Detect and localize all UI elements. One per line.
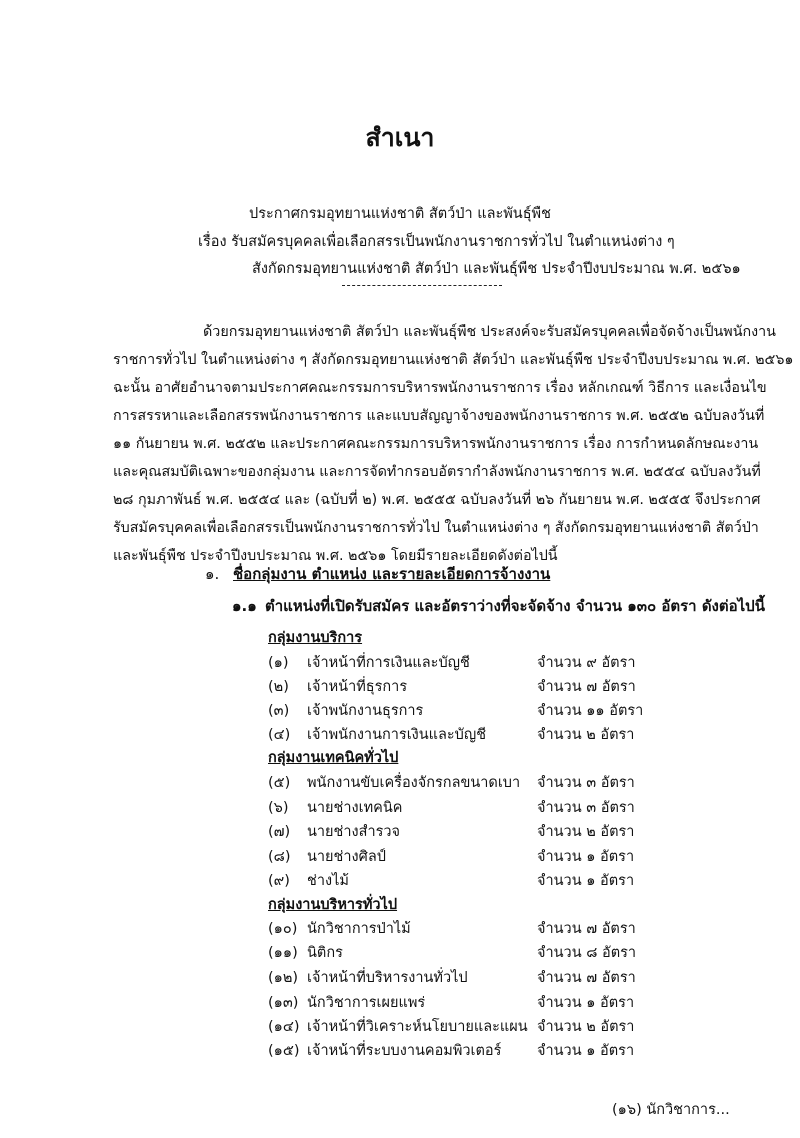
paragraph-line: รับสมัครบุคคลเพื่อเลือกสรรเป็นพนักงานราชการทั่วไป ในตำแหน่งต่าง ๆ สังกัดกรมอุทยานแห่งชาติ สัตว์ป่า bbox=[113, 520, 759, 536]
position-count: จำนวน ๙ อัตรา bbox=[537, 655, 636, 671]
position-name: เจ้าหน้าที่ธุรการ bbox=[307, 679, 408, 695]
position-name: นิติกร bbox=[307, 945, 343, 961]
paragraph-line: ๑๑ กันยายน พ.ศ. ๒๕๕๒ และประกาศคณะกรรมการบริหารพนักงานราชการ เรื่อง การกำหนดลักษณะงาน bbox=[113, 436, 759, 452]
position-count: จำนวน ๒ อัตรา bbox=[537, 824, 635, 840]
continuation-note: (๑๖) นักวิชาการ... bbox=[612, 1102, 730, 1118]
position-number: (๓) bbox=[268, 703, 290, 719]
position-number: (๑๑) bbox=[268, 945, 298, 961]
position-number: (๑๓) bbox=[268, 995, 299, 1011]
position-count: จำนวน ๑๑ อัตรา bbox=[537, 703, 644, 719]
subsection-number: ๑.๑ bbox=[232, 597, 257, 615]
paragraph-line: ฉะนั้น อาศัยอำนาจตามประกาศคณะกรรมการบริหารพนักงานราชการ เรื่อง หลักเกณฑ์ วิธีการ และเงื่อนไข bbox=[113, 380, 767, 396]
position-name: นายช่างเทคนิค bbox=[307, 800, 403, 816]
position-count: จำนวน ๑ อัตรา bbox=[537, 1043, 635, 1059]
position-count: จำนวน ๒ อัตรา bbox=[537, 727, 635, 743]
position-name: ช่างไม้ bbox=[307, 873, 349, 889]
position-number: (๕) bbox=[268, 775, 291, 791]
group-heading: กลุ่มงานเทคนิคทั่วไป bbox=[268, 750, 399, 766]
section-title: ชื่อกลุ่มงาน ตำแหน่ง และรายละเอียดการจ้างงาน bbox=[233, 565, 551, 583]
position-number: (๙) bbox=[268, 873, 290, 889]
position-name: เจ้าหน้าที่การเงินและบัญชี bbox=[307, 655, 470, 671]
position-name: เจ้าหน้าที่บริหารงานทั่วไป bbox=[307, 970, 468, 986]
position-number: (๑๔) bbox=[268, 1019, 300, 1035]
section-number: ๑. bbox=[205, 565, 220, 583]
announcement-subject: เรื่อง รับสมัครบุคคลเพื่อเลือกสรรเป็นพนักงานราชการทั่วไป ในตำแหน่งต่าง ๆ bbox=[198, 234, 675, 250]
position-number: (๔) bbox=[268, 727, 291, 743]
position-name: นายช่างสำรวจ bbox=[307, 824, 401, 840]
header-divider bbox=[342, 285, 502, 286]
paragraph-line: และพันธุ์พืช ประจำปีงบประมาณ พ.ศ. ๒๕๖๑ โดยมีรายละเอียดดังต่อไปนี้ bbox=[113, 548, 558, 564]
paragraph-line: และคุณสมบัติเฉพาะของกลุ่มงาน และการจัดทำกรอบอัตรากำลังพนักงานราชการ พ.ศ. ๒๕๕๔ ฉบับลงวันที่ bbox=[113, 464, 761, 480]
position-count: จำนวน ๗ อัตรา bbox=[537, 679, 636, 695]
paragraph-line: ด้วยกรมอุทยานแห่งชาติ สัตว์ป่า และพันธุ์พืช ประสงค์จะรับสมัครบุคคลเพื่อจัดจ้างเป็นพนักงาน bbox=[203, 324, 776, 340]
position-count: จำนวน ๑ อัตรา bbox=[537, 995, 635, 1011]
position-name: เจ้าหน้าที่วิเคราะห์นโยบายและแผน bbox=[307, 1019, 528, 1035]
position-count: จำนวน ๑ อัตรา bbox=[537, 849, 635, 865]
position-name: พนักงานขับเครื่องจักรกลขนาดเบา bbox=[307, 775, 521, 791]
position-count: จำนวน ๒ อัตรา bbox=[537, 1019, 635, 1035]
position-number: (๘) bbox=[268, 849, 291, 865]
position-name: นักวิชาการเผยแพร่ bbox=[307, 995, 426, 1011]
position-count: จำนวน ๗ อัตรา bbox=[537, 970, 636, 986]
position-name: เจ้าพนักงานธุรการ bbox=[307, 703, 424, 719]
position-name: เจ้าหน้าที่ระบบงานคอมพิวเตอร์ bbox=[307, 1043, 502, 1059]
copy-label: สำเนา bbox=[365, 123, 435, 152]
position-count: จำนวน ๑ อัตรา bbox=[537, 873, 635, 889]
position-count: จำนวน ๓ อัตรา bbox=[537, 800, 635, 816]
position-count: จำนวน ๗ อัตรา bbox=[537, 921, 636, 937]
paragraph-line: ราชการทั่วไป ในตำแหน่งต่าง ๆ สังกัดกรมอุทยานแห่งชาติ สัตว์ป่า และพันธุ์พืช ประจำปีงบประมาณ พ.ศ. ๒๕๖๑ bbox=[113, 352, 794, 368]
position-name: นายช่างศิลป์ bbox=[307, 849, 386, 865]
position-number: (๗) bbox=[268, 824, 291, 840]
position-count: จำนวน ๘ อัตรา bbox=[537, 945, 637, 961]
position-number: (๑๕) bbox=[268, 1043, 300, 1059]
paragraph-line: การสรรหาและเลือกสรรพนักงานราชการ และแบบสัญญาจ้างของพนักงานราชการ พ.ศ. ๒๕๕๒ ฉบับลงวันที่ bbox=[113, 408, 765, 424]
position-number: (๑๐) bbox=[268, 921, 298, 937]
group-heading: กลุ่มงานบริหารทั่วไป bbox=[268, 897, 398, 913]
position-count: จำนวน ๓ อัตรา bbox=[537, 775, 635, 791]
position-name: เจ้าพนักงานการเงินและบัญชี bbox=[307, 727, 487, 743]
subsection-title: ตำแหน่งที่เปิดรับสมัคร และอัตราว่างที่จะจัดจ้าง จำนวน ๑๓๐ อัตรา ดังต่อไปนี้ bbox=[265, 597, 765, 615]
announcement-affiliation: สังกัดกรมอุทยานแห่งชาติ สัตว์ป่า และพันธุ์พืช ประจำปีงบประมาณ พ.ศ. ๒๕๖๑ bbox=[252, 261, 741, 277]
position-name: นักวิชาการป่าไม้ bbox=[307, 921, 411, 937]
paragraph-line: ๒๘ กุมภาพันธ์ พ.ศ. ๒๕๕๔ และ (ฉบับที่ ๒) พ.ศ. ๒๕๕๕ ฉบับลงวันที่ ๒๖ กันยายน พ.ศ. ๒๕๕๕ จึงประกาศ bbox=[113, 492, 761, 508]
position-number: (๖) bbox=[268, 800, 289, 816]
group-heading: กลุ่มงานบริการ bbox=[268, 630, 363, 646]
position-number: (๒) bbox=[268, 679, 289, 695]
announcement-title: ประกาศกรมอุทยานแห่งชาติ สัตว์ป่า และพันธุ์พืช bbox=[249, 206, 551, 222]
position-number: (๑๒) bbox=[268, 970, 299, 986]
position-number: (๑) bbox=[268, 655, 289, 671]
